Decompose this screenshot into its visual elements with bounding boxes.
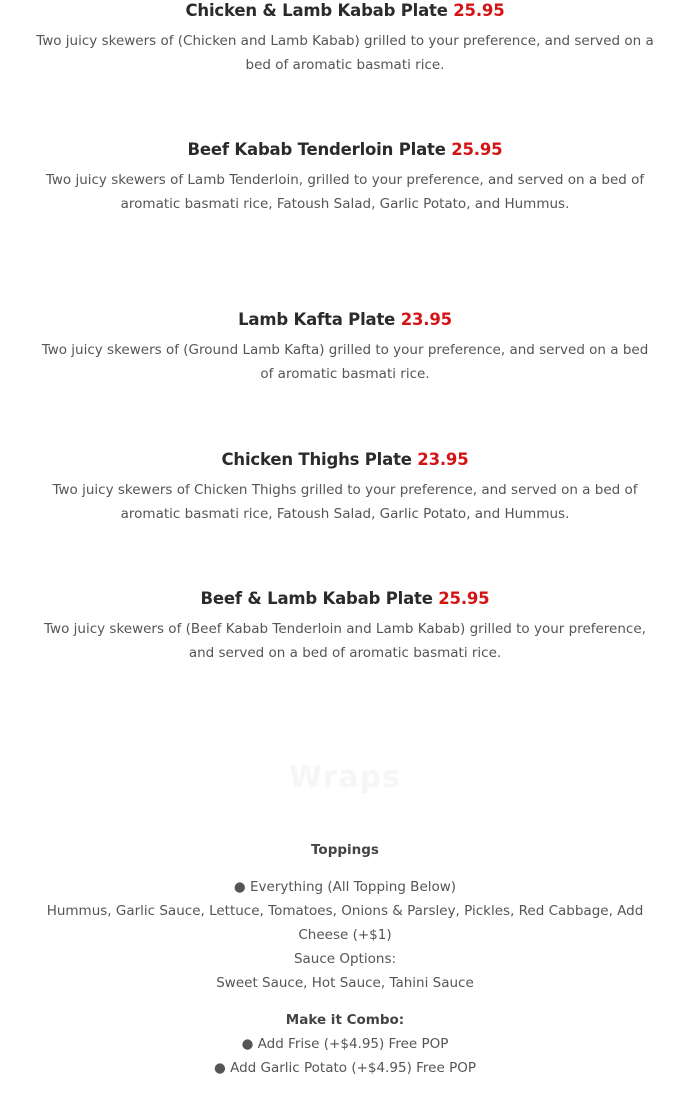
- sauce-options-label: Sauce Options:: [293, 951, 397, 967]
- menu-item-name: Beef & Lamb Kabab Plate: [200, 589, 433, 608]
- menu-item-name: Lamb Kafta Plate: [238, 310, 396, 329]
- menu-item: [30, 309, 660, 386]
- combo-option: ● Add Frise (+$4.95) Free POP: [241, 1036, 449, 1052]
- menu-item-title: [30, 0, 660, 22]
- menu-item-title: [30, 309, 660, 331]
- menu-item-description: Two juicy skewers of (Beef Kabab Tenderloin and Lamb Kabab) grilled to your preference, and served on a bed of aromatic basmati rice.: [44, 621, 646, 661]
- combo-option: ● Add Garlic Potato (+$4.95) Free POP: [214, 1060, 476, 1076]
- section-heading: Wraps: [289, 760, 401, 795]
- toppings-title: Toppings: [311, 842, 379, 858]
- combo-block: [40, 1008, 650, 1080]
- menu-item-title: [30, 588, 660, 610]
- toppings-everything: ● Everything (All Topping Below): [233, 879, 457, 895]
- sauce-options-list: Sweet Sauce, Hot Sauce, Tahini Sauce: [216, 975, 474, 991]
- menu-item-description: Two juicy skewers of (Ground Lamb Kafta) grilled to your preference, and served on a bed of aromatic basmati rice.: [41, 342, 649, 382]
- menu-item-price: 23.95: [400, 310, 452, 329]
- toppings-block: [40, 838, 650, 995]
- menu-item-title: [30, 139, 660, 161]
- menu-item-name: Chicken Thighs Plate: [221, 450, 412, 469]
- menu-item-description: Two juicy skewers of Chicken Thighs grilled to your preference, and served on a bed of aromatic basmati rice, Fatoush Salad, Garlic Potato, and Hummus.: [52, 482, 638, 522]
- toppings-list: Hummus, Garlic Sauce, Lettuce, Tomatoes, Onions & Parsley, Pickles, Red Cabbage, Add Cheese (+$1): [46, 903, 644, 943]
- menu-item-price: 25.95: [453, 1, 505, 20]
- menu-item-name: Beef Kabab Tenderloin Plate: [187, 140, 446, 159]
- menu-item-price: 23.95: [417, 450, 469, 469]
- combo-title: Make it Combo:: [285, 1012, 405, 1028]
- menu-item-name: Chicken & Lamb Kabab Plate: [185, 1, 448, 20]
- menu-item-price: 25.95: [438, 589, 490, 608]
- menu-item: [30, 0, 660, 77]
- menu-item-title: [30, 449, 660, 471]
- menu-item: [30, 139, 660, 216]
- menu-item-description: Two juicy skewers of (Chicken and Lamb Kabab) grilled to your preference, and served on a bed of aromatic basmati rice.: [36, 33, 654, 73]
- menu-item: [30, 449, 660, 526]
- menu-item-description: Two juicy skewers of Lamb Tenderloin, grilled to your preference, and served on a bed of aromatic basmati rice, Fatoush Salad, Garlic Potato, and Hummus.: [45, 172, 645, 212]
- menu-item: [30, 588, 660, 665]
- menu-item-price: 25.95: [451, 140, 503, 159]
